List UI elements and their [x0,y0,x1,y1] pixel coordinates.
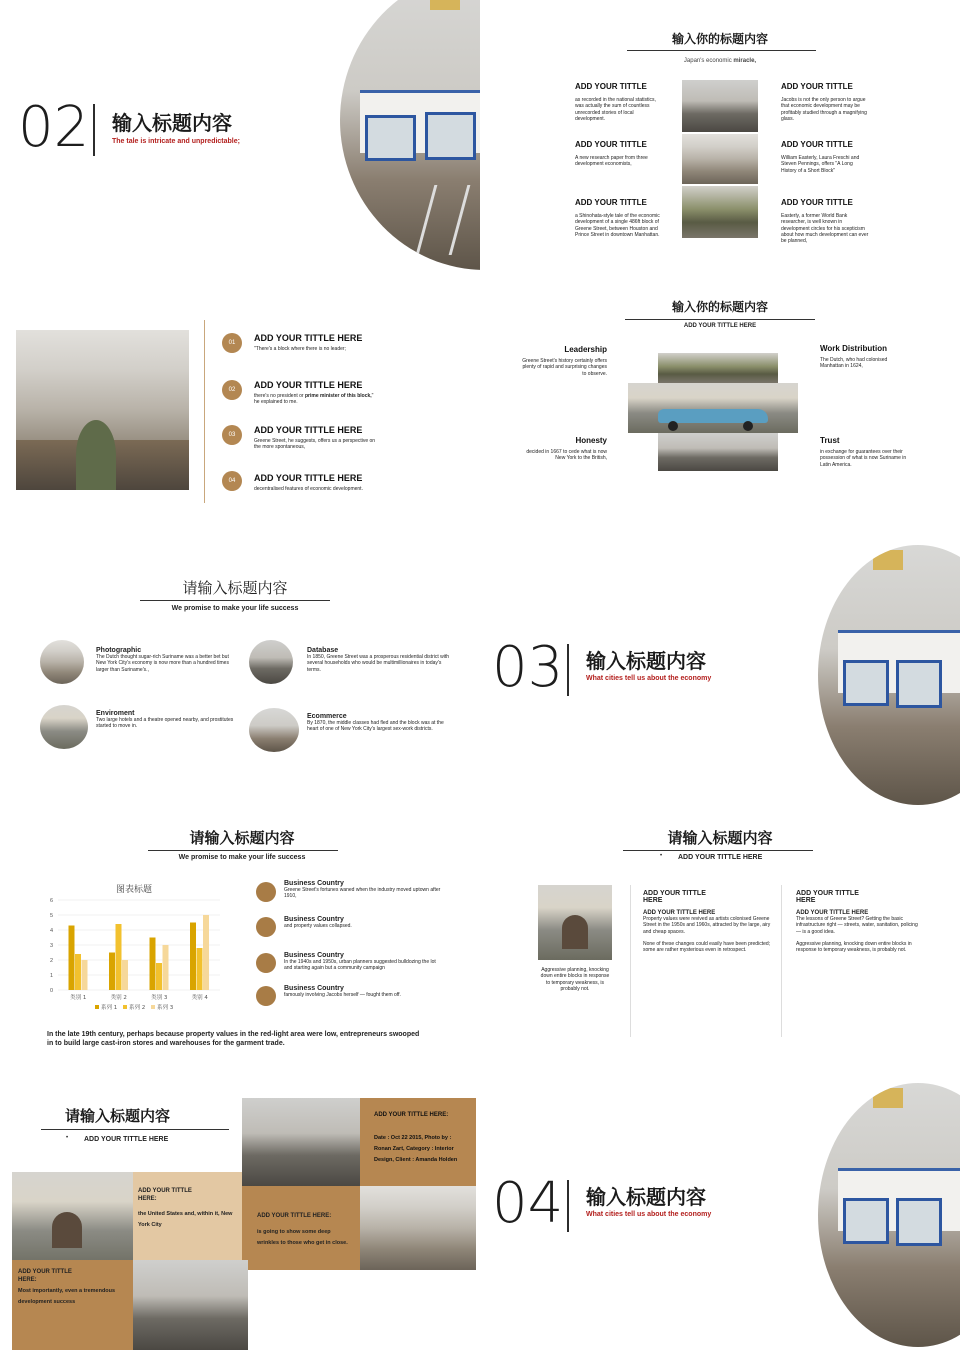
slide-subtitle: We promise to make your life success [171,605,299,612]
item-text: William Easterly, Laura Freschi and Steven Pennings, offers "A Long History of a Short Block" [781,155,860,174]
title-rule [625,319,815,320]
x-tick-label: 类别 2 [110,995,127,1001]
badge-04: 04 [222,471,242,491]
bullet-dot [256,986,276,1006]
bar-3-1 [150,938,156,991]
title-rule [148,850,338,851]
divider [567,1180,569,1232]
col-text: Property values were revived as artists colonised Greene Street in the 1950s and 1960s, attracted by the large, airy and cheap spaces. [643,916,771,935]
car-photo-bottom [658,433,778,471]
item-text: By 1870, the middle classes had fled and the block was at the heart of one of New York City's largest sex-work districts. [307,720,444,733]
item-text: Greene Street, he suggests, offers us a perspective on the more spontaneous, [254,438,376,451]
item-enviroment [96,710,238,730]
trust-block [820,436,912,468]
slide-subtitle: ADD YOUR TITTLE HERE [678,854,763,861]
col-text: Aggressive planning, knocking down entire blocks in response to temporary weakness, is probably not. [796,940,912,954]
block-head: Leadership [564,345,607,354]
bar-chart [40,880,228,1020]
slide-section-02 [0,0,480,270]
col-sub: ADD YOUR TITTLE HERE [796,910,869,916]
item-head: ADD YOUR TITTLE [575,140,647,149]
street-photo-2 [682,134,758,184]
col-text: The lessons of Greene Street? Getting the basic infrastructure right — streets, water, sanitation, policing — is a good idea. [796,916,918,935]
item-photo-2 [249,640,293,684]
item-head: ADD YOUR TITTLE [575,82,647,91]
leadership-block [520,345,607,377]
item-head: Database [307,647,339,654]
car-photo-top [658,353,778,383]
item-head: ADD YOUR TITTLE [781,198,853,207]
item-photo-1 [40,640,84,684]
block-text: The Dutch, who had colonised Manhattan in 1624, [820,357,888,370]
item-head: Business Country [284,880,344,887]
item-head: Enviroment [96,710,135,717]
slide-car-quadrants [480,270,960,540]
legend-label: 系列 1 [101,1005,118,1011]
legend-swatch [123,1005,127,1009]
item-head: Ecommerce [307,713,347,720]
item-photographic [96,647,238,673]
section-title: 输入标题内容 [112,113,232,135]
section-title: 输入标题内容 [586,1187,706,1209]
y-tick-label: 0 [49,988,53,994]
slide-title: 输入你的标题内容 [671,32,768,46]
title-rule [140,600,330,601]
item-ecommerce [307,713,452,733]
box-head: ADD YOUR TITTLE HERE: [138,1188,192,1202]
road-photo [133,1260,248,1350]
block-text: Greene Street's history certainly offers plenty of rapid and surprising changes to observe. [522,358,607,377]
item-text: as recorded in the national statistics, was actually the sum of countless unrecorded stories of local development. [575,97,656,122]
right-item-2 [781,140,869,174]
slide-circle-items [0,540,480,810]
column-2 [796,890,918,953]
slide-title: 请输入标题内容 [189,830,295,847]
badge-01: 01 [222,333,242,353]
badge-03: 03 [222,425,242,445]
slide-section-04 [480,1080,960,1350]
item-text: and property values collapsed. [284,923,352,929]
item-text: Two large hotels and a theatre opened nearby, and prostitutes started to move in. [96,717,234,730]
info-box-4 [12,1260,133,1350]
bullet-dot [256,953,276,973]
bar-4-2 [197,948,203,990]
item-head: ADD YOUR TITTLE HERE [254,333,363,343]
block-head: Work Distribution [820,344,887,353]
col-text: None of these changes could easily have been predicted; some are rather mysterious even in retrospect. [643,940,771,954]
car-photo-middle [628,383,798,433]
bullet-dot [256,917,276,937]
box-text: the United States and, within it, New York City [138,1211,233,1228]
x-tick-label: 类别 3 [151,995,168,1001]
section-subtitle: The tale is intricate and unpredictable; [112,138,240,145]
bar-4-3 [203,915,209,990]
item-text: Easterly, a former World Bank researcher, is well known in development circles for his scepticism about how much development can ever be planned, [781,213,869,245]
slide-title: 输入你的标题内容 [671,300,768,314]
right-item-3 [781,198,869,244]
x-tick-label: 类别 4 [191,995,208,1001]
y-tick-label: 2 [49,958,53,964]
left-item-2 [575,140,660,168]
footer-text: In the late 19th century, perhaps because property values in the red-light area were low, entrepreneurs swooped in to build large cast-iron stores and warehouses for the garment trade. [47,1031,420,1047]
section-number: 03 [492,635,564,700]
chart-svg [40,894,228,1014]
item-photo-3 [40,705,88,749]
slide-subtitle: ADD YOUR TITTLE HERE [683,323,757,329]
divider [567,644,569,696]
col-sub: ADD YOUR TITTLE HERE [643,910,716,916]
block-text: decided in 1667 to cede what is now New York to the British, [526,449,607,462]
business-item-2 [284,916,444,929]
bar-1-2 [75,954,81,990]
divider [93,104,95,156]
bar-1-1 [69,926,75,991]
slide-columns [480,810,960,1080]
info-box-1 [360,1098,476,1186]
bullet-point: • [660,853,663,859]
item-text: famously involving Jacobs herself — fought them off. [284,992,401,998]
legend-label: 系列 3 [157,1005,174,1011]
box-text: Most importantly, even a tremendous development success [18,1288,116,1305]
city-photo [360,1186,476,1270]
col-head: ADD YOUR TITTLE HERE [643,890,706,904]
item-text: "There's a block where there is no leader; [254,346,346,352]
section-number: 04 [492,1171,564,1236]
legend-swatch [151,1005,155,1009]
slide-numbered-list [0,270,480,540]
title-rule [627,50,816,51]
title-rule [41,1129,229,1130]
storefront-photo [818,545,960,805]
box-text: is going to show some deep wrinkles to those who get in close. [257,1229,348,1246]
legend-swatch [95,1005,99,1009]
section-subtitle: What cities tell us about the economy [586,675,712,682]
item-text: A new research paper from three development economists, [575,155,648,168]
item-head: ADD YOUR TITTLE [575,198,647,207]
block-head: Trust [820,436,840,445]
box-head: ADD YOUR TITTLE HERE: [374,1112,449,1118]
slide-title: 请输入标题内容 [65,1108,171,1125]
item-text: In 1850, Greene Street was a prosperous residential district with several households who would be multimillionaires in today's terms. [307,654,450,673]
work-block [820,344,910,370]
item-text: Greene Street's fortunes waned when the industry moved uptown after 1910, [284,887,441,900]
info-box-2 [133,1172,242,1270]
bar-2-1 [109,953,115,991]
bar-2-3 [122,960,128,990]
y-tick-label: 4 [49,928,53,934]
item-head: ADD YOUR TITTLE [781,140,853,149]
business-item-4 [284,985,444,998]
block-text: in exchange for guarantees over their possession of what is now Suriname in Latin America. [820,449,907,468]
business-item-1 [284,880,444,900]
slide-grid-tittles [480,0,960,270]
box-head: ADD YOUR TITTLE HERE: [18,1269,72,1283]
y-tick-label: 1 [49,973,53,979]
house-photo [12,1172,133,1270]
caption-text: Aggressive planning, knocking down entire blocks in response to temporary weakness, is probably not. [540,967,610,992]
title-rule [623,850,813,851]
chart-title: 图表标题 [115,884,152,894]
item-text: there's no president or prime minister of this block," he explained to me. [254,393,374,406]
badge-02: 02 [222,380,242,400]
slide-subtitle: Japan's economic miracle, [683,58,757,64]
item-head: Photographic [96,647,142,654]
item-photo-4 [249,708,299,752]
hillside-city-photo [16,330,189,490]
block-head: Honesty [575,436,607,445]
left-item-1 [575,82,660,122]
bar-3-3 [163,945,169,990]
section-title: 输入标题内容 [586,651,706,673]
bar-1-3 [82,960,88,990]
y-tick-label: 3 [49,943,53,949]
street-photo-1 [682,80,758,132]
x-tick-label: 类别 1 [70,995,87,1001]
slide-title: 请输入标题内容 [667,830,773,847]
col-head: ADD YOUR TITTLE HERE [796,890,859,904]
item-head: ADD YOUR TITTLE [781,82,853,91]
item-head: ADD YOUR TITTLE HERE [254,473,363,483]
column-1 [643,890,771,953]
item-database [307,647,452,673]
bar-4-1 [190,923,196,991]
box-text: Date : Oct 22 2015, Photo by : Ronan Zart, Category : Interior Design, Client : Amanda Holden [374,1135,458,1163]
left-item-3 [575,198,660,238]
slide-subtitle: ADD YOUR TITTLE HERE [84,1136,169,1143]
item-text: The Dutch thought sugar-rich Suriname was a better bet but New York City's economy is now more than a hundred times larger than Suriname's., [96,654,229,673]
item-head: Business Country [284,952,344,959]
bar-3-2 [156,963,162,990]
item-head: Business Country [284,916,344,923]
slide-title: 请输入标题内容 [182,580,288,597]
photo-caption [540,967,610,992]
item-head: ADD YOUR TITTLE HERE [254,425,363,435]
item-text: Jacobs is not the only person to argue that economic development may be profitably studied through a magnifying glass. [781,97,867,122]
section-number: 02 [18,95,90,160]
slide-section-03 [480,540,960,810]
bullet-dot [256,882,276,902]
slide-subtitle: We promise to make your life success [178,854,306,861]
col-rule [781,885,782,1037]
archway-photo [538,885,612,960]
section-subtitle: What cities tell us about the economy [586,1211,712,1218]
storefront-photo [340,0,480,270]
storefront-photo [818,1083,960,1347]
street-photo [242,1098,360,1186]
item-head: Business Country [284,985,344,992]
legend-label: 系列 2 [129,1005,146,1011]
street-photo-3 [682,186,758,238]
bullet-point: • [66,1135,69,1141]
y-tick-label: 6 [49,898,53,904]
item-head: ADD YOUR TITTLE HERE [254,380,363,390]
bar-2-2 [116,924,122,990]
item-text: In the 1940s and 1950s, urban planners suggested bulldozing the lot and starting again but a community campaign [284,959,436,972]
honesty-block [520,436,607,462]
slide-chart [0,810,480,1080]
col-rule [630,885,631,1037]
info-box-3 [242,1186,360,1270]
slide-mosaic [0,1080,480,1350]
item-text: a Shinohata-style tale of the economic development of a single 486ft block of Greene Street, between Houston and Prince Street in downtown Manhattan. [575,213,660,238]
box-head: ADD YOUR TITTLE HERE: [257,1213,332,1219]
list-rule [204,320,205,503]
item-text: decentralised features of economic development. [254,486,363,492]
right-item-1 [781,82,869,122]
y-tick-label: 5 [49,913,53,919]
business-item-3 [284,952,444,972]
